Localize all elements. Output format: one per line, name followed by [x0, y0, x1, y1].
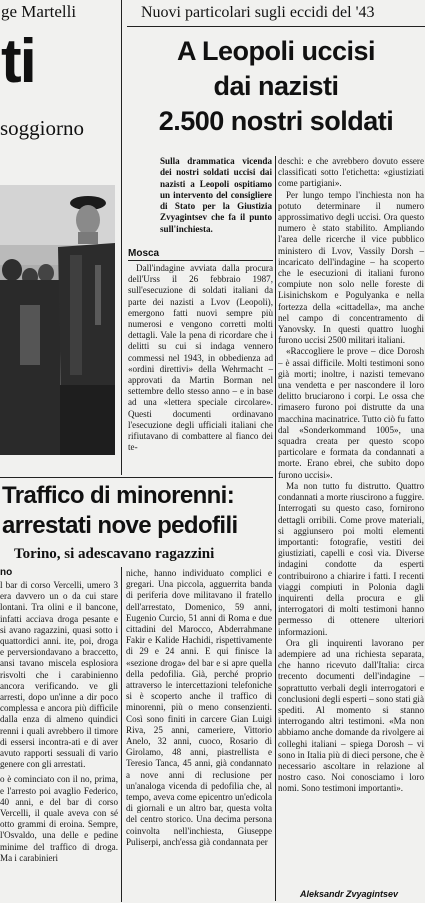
- column-rule: [275, 156, 276, 901]
- article2-headline: [2, 481, 274, 541]
- paragraph: «Raccogliere le prove – dice Dorosh – è assai difficile. Molti testimoni sono già morti; inoltre, i nazisti temevano una vendetta e per nascondere il loro delitto bruciarono i corpi. Le ossa che rimasero furono poi distrutte da una macchina macinatrice. Tutto ciò fu fatto dal «Sonderkommand 1005», una squadra creata per questo scopo particolare e formata da condannati a morte. Erano ebrei, che subito dopo furono uccisi».: [278, 346, 424, 480]
- left-big-headline: ti: [1, 27, 35, 96]
- article1-headline: [127, 34, 425, 139]
- article2-subhead: Torino, si adescavano ragazzini: [14, 546, 215, 562]
- author-signature: Aleksandr Zvyagintsev: [300, 889, 399, 899]
- column-rule: [121, 567, 122, 902]
- dateline-rule: [128, 260, 273, 261]
- headline-line-2: arrestati nove pedofili: [2, 512, 238, 539]
- paragraph: Dall'indagine avviata dalla procura dell'Urss il 26 febbraio 1987, sull'esecuzione di soldati italiani da parte dei nazisti a Lvov (Leopoli), emergono fatti nuovi sempre più numerosi e vengono corretti molti dettagli. Vale la pena di ricordare che i delitti su cui si indaga vennero commessi nel 1943, in obbedienza ad «ordini direttivi» della Wehrmacht – approvati da Martin Borman nel settembre dello stesso anno – e in base ad una «lettera speciale circolare». Questi documenti ordinavano l'esecuzione degli ufficiali italiani che rifiutavano di combattere al fianco dei te-: [128, 263, 273, 453]
- headline-line-1: Traffico di minorenni:: [2, 482, 235, 509]
- news-photo-soldiers: [0, 185, 115, 455]
- dateline: Mosca: [128, 248, 160, 259]
- left-kicker: ge Martelli: [1, 2, 77, 21]
- headline-line-2: dai nazisti: [213, 71, 339, 101]
- section-rule: [0, 477, 273, 478]
- headline-line-3: 2.500 nostri soldati: [158, 106, 394, 136]
- left-headline-line: soggiorno: [0, 116, 84, 140]
- article2-dateline: no: [0, 567, 13, 578]
- headline-line-1: A Leopoli uccisi: [176, 36, 376, 66]
- column-rule: [121, 0, 122, 475]
- article1-column-2: [278, 156, 424, 795]
- paragraph: niche, hanno individuato complici e gregari. Una piccola, agguerrita banda di periferia dove militavano il fratello dell'arrestato, Domenico, 59 anni, Eugenio Curcio, 51 anni di Roma e due cittadini del Marocco, Abderrahmane Fakir e Kalide Hachidi, rispettivamente di 29 e 24 anni. E qui finisce la «sezione droga» del bar e si apre quella della pedofilia. Già, perché proprio attraverso le intercettazioni telefoniche si è scoperto anche il traffico di minorenni, più o meno consenzienti. Così sono finiti in carcere Gian Luigi Riva, 25 anni, cameriere, Vittorio Anelo, 32 anni, cuoco, Rosario di Girolamo, 48 anni, piastrellista e Teresio Tanca, 45 anni, già condannato a nove anni di reclusione per un'analoga vicenda di pedofilia che, al tempo, aveva come epicentro un'edicola di giornali e un altro bar, questa volta del centro storico. Una decima persona coinvolta nell'inchiesta, Giuseppe Puliserpi, anch'essa già condannata per: [126, 568, 272, 847]
- article2-column-1: [0, 580, 118, 902]
- article1-column-1: [128, 263, 273, 453]
- article1-summary: Sulla drammatica vicenda dei nostri soldati uccisi dai nazisti a Leopoli ospitiamo un intervento del consigliere di Stato per la Giustizia Zvyagintsev che fa il punto sull'inchiesta.: [160, 156, 272, 234]
- paragraph: deschi: e che avrebbero dovuto essere classificati sotto l'etichetta: «giustiziati come partigiani».: [278, 156, 424, 189]
- paragraph: Ora gli inquirenti lavorano per adempiere ad una richiesta separata, che hanno ricevuto dall'Italia: circa trecento documenti dell'indagine – soprattutto verbali degli interrogatori e conclusioni degli esperti – sono stati già spediti. Al momento si stanno interrogando altri testimoni. «Ma non abbiamo anche domande da rivolgere ai colleghi italiani – spiega Dorosh – vi sono in Italia più di dieci persone, che è necessario ascoltare in relazione al nostro caso. Noi conosciamo i loro nomi. Sono testimoni importanti».: [278, 637, 424, 794]
- paragraph: o è cominciato con il no, prima, e l'arresto poi avaglio Federico, 40 anni, e del bar di corso Vercelli, il quale aveva con sé otto grammi di eroina. Sempre, l'Osvaldo, una delle e pedine minime del traffico di droga. Ma i carabinieri: [0, 774, 118, 863]
- paragraph: Per lungo tempo l'inchiesta non ha potuto determinare il numero approssimativo degli uccisi. Ora questo numero è stato stabilito. Ampliando l'area delle ricerche il vice pubblico ministero di Lvov, Vassily Dorsh – incaricato dell'indagine – ha scoperto che le esecuzioni di italiani furono compiute non solo nelle foreste di Lisinichskom e Pogulyanka e nella fortezza della «cittadella», ma anche nel campo di concentramento di Yanovsky. In questi quattro luoghi furono uccisi 2500 militari italiani.: [278, 189, 424, 346]
- kicker-rule: [127, 26, 425, 27]
- paragraph: Ma non tutto fu distrutto. Quattro condannati a morte riuscirono a fuggire. Interrogati su questo caso, fornirono dettagli orribili. Come prove materiali, si aggiunsero poi molti elementi importanti: fotografie, vestiti dei giustiziati, capelli e così via. Diverse indagini condotte da esperti contribuirono a chiarire i fatti. I recenti viaggi compiuti in Polonia dagli inquirenti della procura e gli interrogatori di molti testimoni hanno permesso di ottenere ulteriori informazioni.: [278, 480, 424, 637]
- paragraph: l bar di corso Vercelli, umero 3 era davvero un o da cui stare lontani. Tra olini e il bancone, infatti acciava droga pesante e si avano ragazzini, quasi sotto i quattordici anni. ite, poi, droga e perversiondavano a braccetto, ansi tavano miscela esplosiora risvolti che i carabinienno ancora verificando. ve gli arresti, dopo un'inne a dir poco complessa e ancora più difficile dalla enza di almeno quindici renni i quali avrebbero il timore di essersi incontra-ati e di aver avuto rapporti sessuali di vario genere con gli arrestati.: [0, 580, 118, 770]
- article2-column-2: [126, 568, 272, 902]
- article1-kicker: Nuovi particolari sugli eccidi del '43: [141, 4, 375, 21]
